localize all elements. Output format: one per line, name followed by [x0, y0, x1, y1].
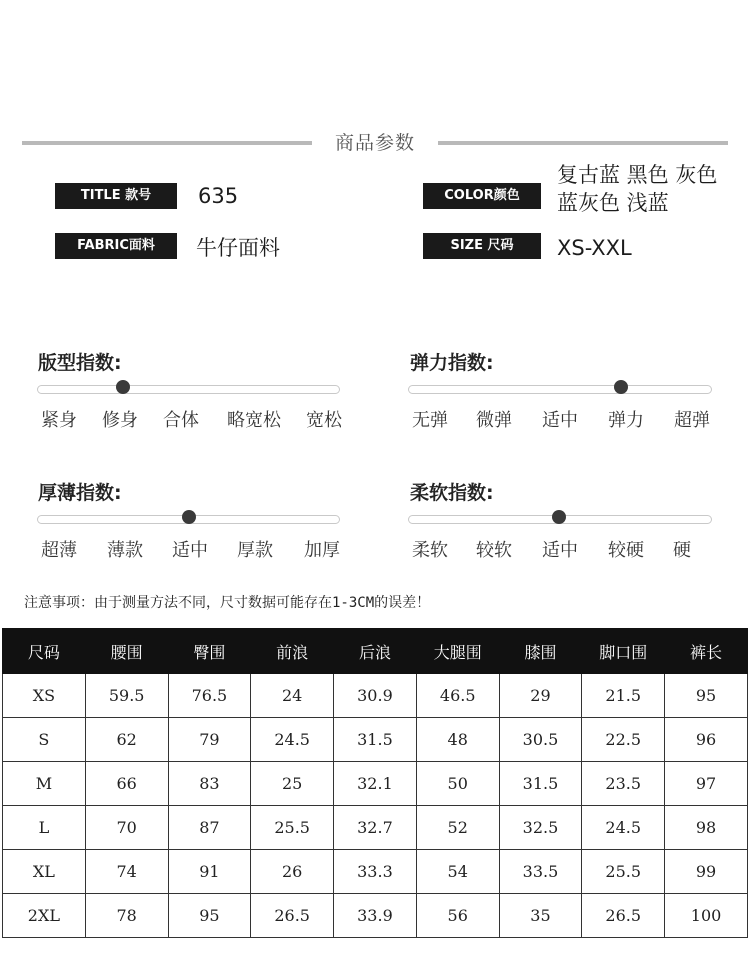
- title-value: 635: [198, 184, 239, 208]
- measurement-cell: 50: [416, 762, 499, 806]
- color-value-line2: 蓝灰色 浅蓝: [557, 191, 669, 215]
- thickness-option: 加厚: [304, 540, 340, 561]
- size-table-header-row: [3, 629, 748, 674]
- fit-option: 宽松: [306, 410, 342, 431]
- fit-index-track: [37, 385, 340, 394]
- measurement-cell: 32.5: [499, 806, 582, 850]
- softness-option: 较软: [476, 540, 512, 561]
- fit-option: 修身: [102, 410, 138, 431]
- table-row: [3, 674, 748, 718]
- measurement-cell: 31.5: [499, 762, 582, 806]
- measurement-cell: 21.5: [582, 674, 665, 718]
- measurement-cell: 70: [85, 806, 168, 850]
- color-value: [557, 161, 747, 217]
- measurement-cell: 98: [665, 806, 748, 850]
- thickness-option: 厚款: [237, 540, 273, 561]
- softness-option: 硬: [673, 540, 691, 561]
- elasticity-index-track: [408, 385, 712, 394]
- measurement-cell: 23.5: [582, 762, 665, 806]
- measurement-cell: 48: [416, 718, 499, 762]
- column-header: 后浪: [334, 629, 417, 674]
- measurement-cell: 78: [85, 894, 168, 938]
- column-header: 膝围: [499, 629, 582, 674]
- section-title: 商品参数: [334, 132, 415, 154]
- softness-index-title: 柔软指数:: [410, 482, 494, 504]
- table-row: [3, 894, 748, 938]
- fabric-value: 牛仔面料: [196, 236, 280, 260]
- column-header: 裤长: [665, 629, 748, 674]
- table-row: [3, 762, 748, 806]
- measurement-cell: 91: [168, 850, 251, 894]
- measurement-cell: 31.5: [334, 718, 417, 762]
- size-cell: XL: [3, 850, 86, 894]
- measurement-cell: 66: [85, 762, 168, 806]
- measurement-cell: 33.5: [499, 850, 582, 894]
- header-divider-left: [22, 141, 312, 145]
- measurement-cell: 24.5: [251, 718, 334, 762]
- size-label: SIZE 尺码: [423, 233, 541, 259]
- measurement-cell: 24.5: [582, 806, 665, 850]
- softness-option: 柔软: [412, 540, 448, 561]
- measurement-cell: 54: [416, 850, 499, 894]
- thickness-index-title: 厚薄指数:: [38, 482, 122, 504]
- size-cell: 2XL: [3, 894, 86, 938]
- table-row: [3, 806, 748, 850]
- measurement-cell: 29: [499, 674, 582, 718]
- color-value-line1: 复古蓝 黑色 灰色: [557, 163, 718, 187]
- table-row: [3, 718, 748, 762]
- size-cell: XS: [3, 674, 86, 718]
- fabric-label: FABRIC面料: [55, 233, 177, 259]
- measurement-cell: 74: [85, 850, 168, 894]
- measurement-cell: 56: [416, 894, 499, 938]
- measurement-cell: 95: [665, 674, 748, 718]
- measurement-cell: 52: [416, 806, 499, 850]
- fit-index-knob: [116, 380, 130, 394]
- measurement-note: 注意事项：由于测量方法不同，尺寸数据可能存在1-3CM的误差！: [24, 595, 431, 611]
- thickness-option: 超薄: [41, 540, 77, 561]
- measurement-cell: 26.5: [251, 894, 334, 938]
- measurement-cell: 99: [665, 850, 748, 894]
- measurement-cell: 87: [168, 806, 251, 850]
- measurement-cell: 59.5: [85, 674, 168, 718]
- size-value: XS-XXL: [557, 236, 632, 260]
- fit-option: 略宽松: [227, 410, 281, 431]
- measurement-cell: 33.3: [334, 850, 417, 894]
- measurement-cell: 35: [499, 894, 582, 938]
- measurement-cell: 25: [251, 762, 334, 806]
- thickness-index-knob: [182, 510, 196, 524]
- elasticity-option: 超弹: [674, 410, 710, 431]
- column-header: 腰围: [85, 629, 168, 674]
- header-divider-right: [438, 141, 728, 145]
- color-label: COLOR颜色: [423, 183, 541, 209]
- title-label: TITLE 款号: [55, 183, 177, 209]
- fit-index-title: 版型指数:: [38, 352, 122, 374]
- fit-option: 紧身: [41, 410, 77, 431]
- softness-index-knob: [552, 510, 566, 524]
- softness-option: 较硬: [608, 540, 644, 561]
- thickness-option: 适中: [172, 540, 208, 561]
- elasticity-option: 适中: [542, 410, 578, 431]
- measurement-cell: 32.1: [334, 762, 417, 806]
- measurement-cell: 26.5: [582, 894, 665, 938]
- measurement-cell: 79: [168, 718, 251, 762]
- elasticity-index-title: 弹力指数:: [410, 352, 494, 374]
- measurement-cell: 100: [665, 894, 748, 938]
- measurement-cell: 30.5: [499, 718, 582, 762]
- elasticity-option: 无弹: [412, 410, 448, 431]
- elasticity-option: 弹力: [608, 410, 644, 431]
- table-row: [3, 850, 748, 894]
- size-cell: L: [3, 806, 86, 850]
- thickness-option: 薄款: [107, 540, 143, 561]
- measurement-cell: 22.5: [582, 718, 665, 762]
- elasticity-option: 微弹: [476, 410, 512, 431]
- size-cell: S: [3, 718, 86, 762]
- fit-option: 合体: [163, 410, 199, 431]
- measurement-cell: 25.5: [582, 850, 665, 894]
- column-header: 臀围: [168, 629, 251, 674]
- measurement-cell: 33.9: [334, 894, 417, 938]
- size-table: [2, 628, 748, 938]
- elasticity-index-knob: [614, 380, 628, 394]
- measurement-cell: 25.5: [251, 806, 334, 850]
- size-cell: M: [3, 762, 86, 806]
- measurement-cell: 32.7: [334, 806, 417, 850]
- softness-option: 适中: [542, 540, 578, 561]
- column-header: 脚口围: [582, 629, 665, 674]
- column-header: 前浪: [251, 629, 334, 674]
- measurement-cell: 30.9: [334, 674, 417, 718]
- measurement-cell: 96: [665, 718, 748, 762]
- measurement-cell: 24: [251, 674, 334, 718]
- measurement-cell: 97: [665, 762, 748, 806]
- measurement-cell: 46.5: [416, 674, 499, 718]
- measurement-cell: 26: [251, 850, 334, 894]
- measurement-cell: 83: [168, 762, 251, 806]
- measurement-cell: 76.5: [168, 674, 251, 718]
- column-header: 尺码: [3, 629, 86, 674]
- measurement-cell: 62: [85, 718, 168, 762]
- measurement-cell: 95: [168, 894, 251, 938]
- column-header: 大腿围: [416, 629, 499, 674]
